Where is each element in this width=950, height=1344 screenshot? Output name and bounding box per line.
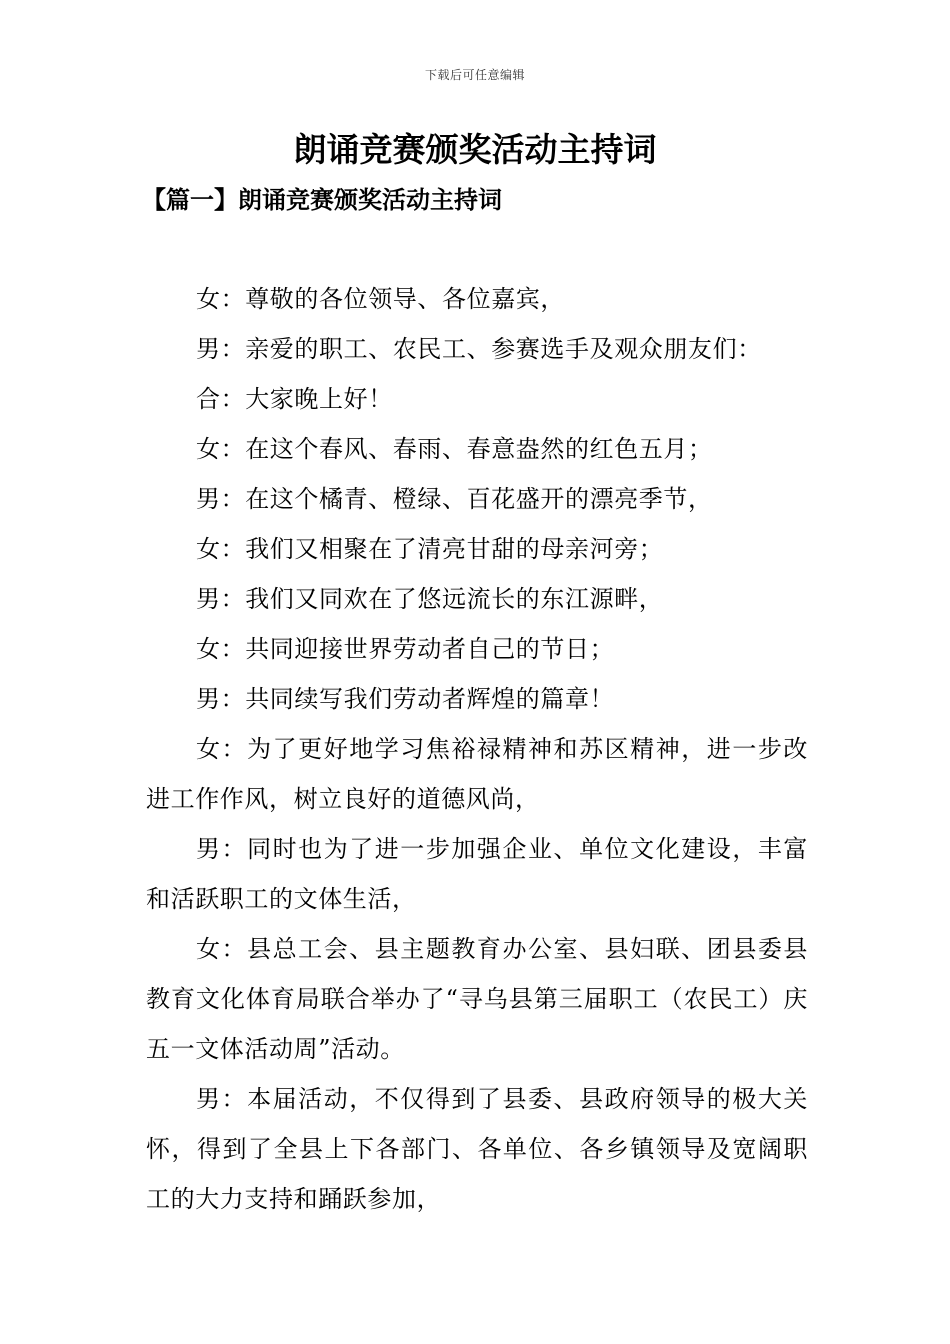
document-title: 朗诵竞赛颁奖活动主持词 [293, 130, 657, 169]
paragraph: 女：县总工会、县主题教育办公室、县妇联、团县委县教育文化体育局联合举办了“寻乌县第三届职工（农民工）庆五一文体活动周”活动。 [146, 935, 808, 1063]
paragraph: 女：尊敬的各位领导、各位嘉宾， [196, 285, 565, 313]
document-body [146, 274, 808, 1224]
paragraph: 女：为了更好地学习焦裕禄精神和苏区精神，进一步改进工作作风，树立良好的道德风尚， [146, 735, 808, 813]
section-heading: 【篇一】朗诵竞赛颁奖活动主持词 [142, 185, 502, 214]
paragraph: 女：我们又相聚在了清亮甘甜的母亲河旁； [196, 535, 664, 563]
header-note: 下载后可任意编辑 [424, 68, 525, 82]
paragraph: 男：在这个橘青、橙绿、百花盛开的漂亮季节， [196, 485, 713, 513]
paragraph: 男：共同续写我们劳动者辉煌的篇章！ [196, 685, 615, 713]
paragraph: 男：同时也为了进一步加强企业、单位文化建设，丰富和活跃职工的文体生活， [146, 835, 808, 913]
paragraph: 男：亲爱的职工、农民工、参赛选手及观众朋友们： [196, 335, 762, 363]
paragraph: 女：在这个春风、春雨、春意盎然的红色五月； [196, 435, 713, 463]
paragraph: 男：本届活动，不仅得到了县委、县政府领导的极大关怀，得到了全县上下各部门、各单位、各乡镇领导及宽阔职工的大力支持和踊跃参加， [146, 1085, 808, 1213]
paragraph: 合：大家晚上好！ [196, 385, 393, 413]
paragraph: 女：共同迎接世界劳动者自己的节日； [196, 635, 615, 663]
paragraph: 男：我们又同欢在了悠远流长的东江源畔， [196, 585, 664, 613]
